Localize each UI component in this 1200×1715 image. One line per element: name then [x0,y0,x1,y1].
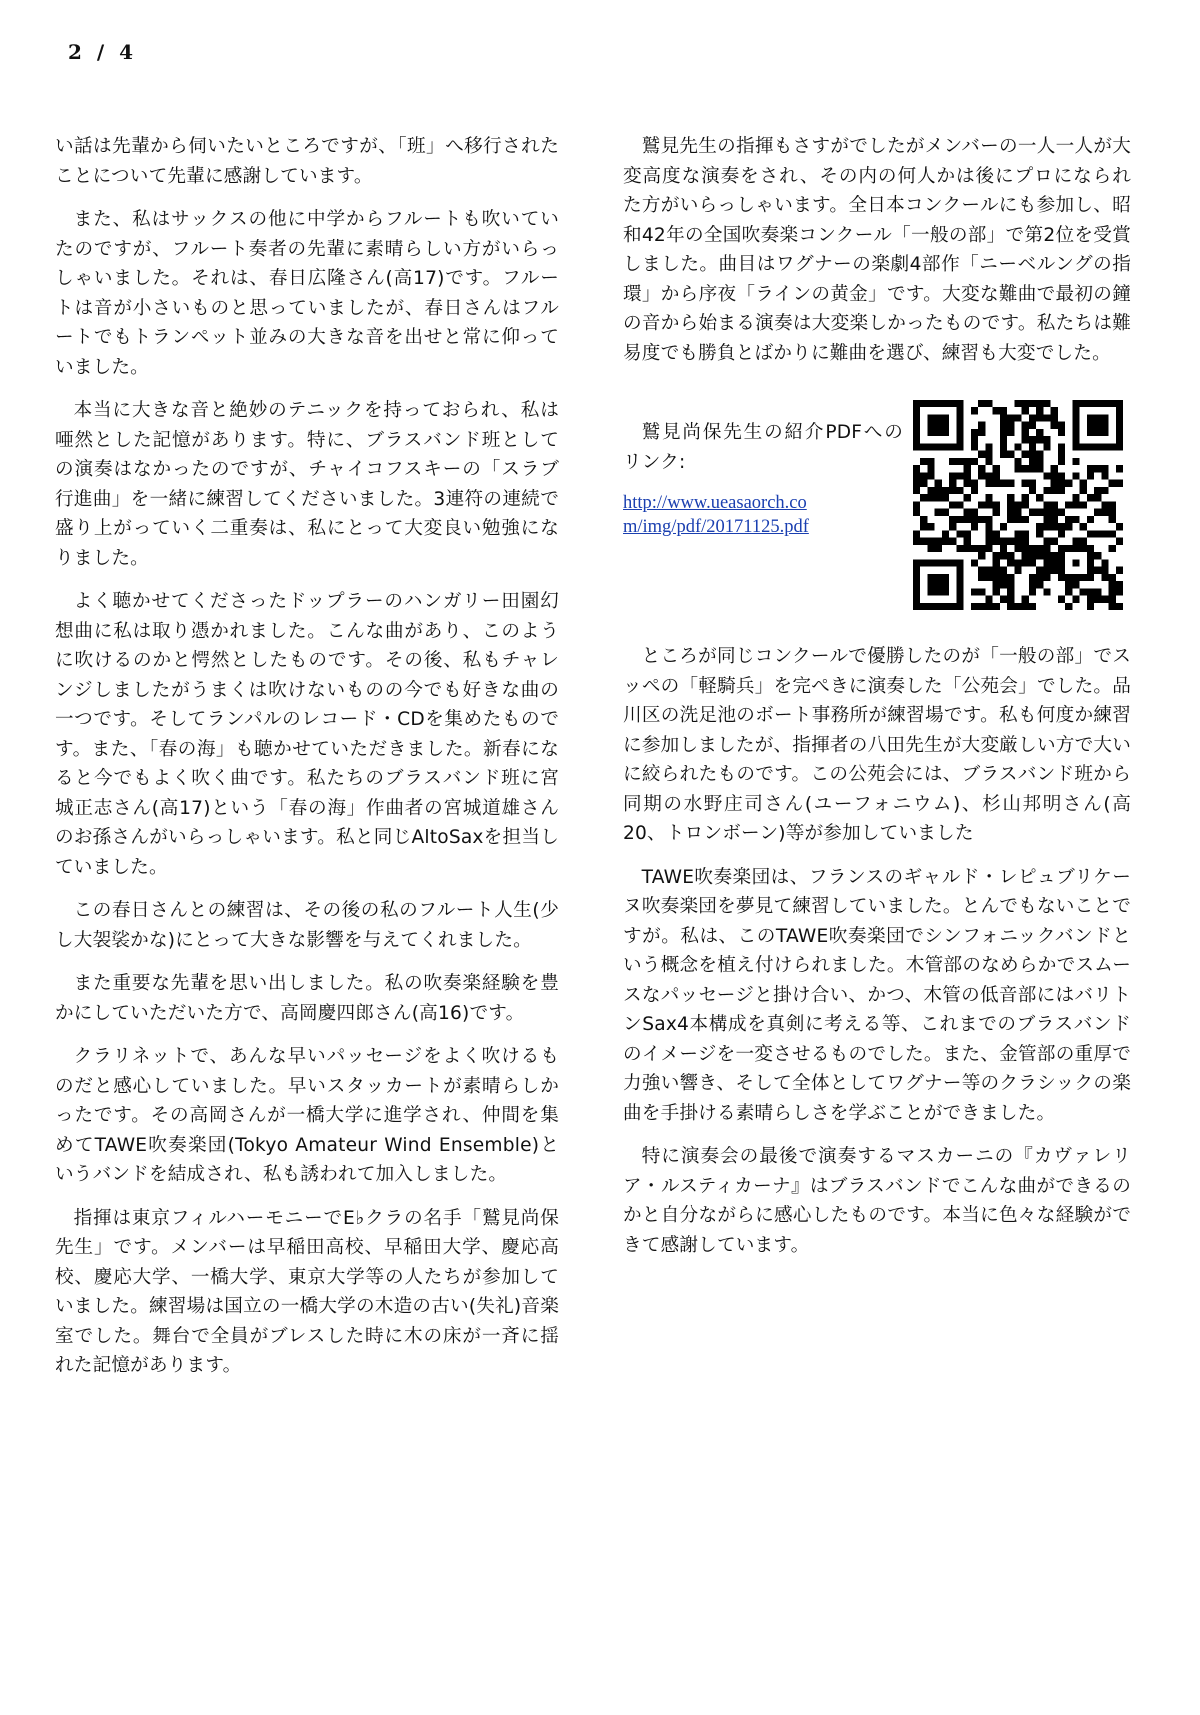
paragraph: 本当に大きな音と絶妙のテニックを持っておられ、私は唖然とした記憶があります。特に、ブラスバンド班としての演奏はなかったのですが、チャイコフスキーの「スラブ行進曲」を一緒に練習してくださいました。3連符の連続で盛り上がっていく二重奏は、私にとって大変良い勉強になりました。 [55,400,559,569]
pdf-link[interactable]: http://www.ueasaorch.com/img/pdf/20171125.pdf [623,493,809,537]
paragraph: 特に演奏会の最後で演奏するマスカーニの『カヴァレリア・ルスティカーナ』はブラスバンドでこんな曲ができるのかと自分ながらに感心したものです。本当に色々な経験ができて感謝しています。 [623,1146,1131,1256]
paragraph: この春日さんとの練習は、その後の私のフルート人生(少し大袈裟かな)にとって大きな影響を与えてくれました。 [55,900,559,951]
paragraph: 指揮は東京フィルハーモニーでE♭クラの名手「鷲見尚保 先生」です。メンバーは早稲田高校、早稲田大学、慶応高校、慶応大学、一橋大学、東京大学等の人たちが参加していました。練習場は国立の一橋大学の木造の古い(失礼)音楽室でした。舞台で全員がブレスした時に木の床が一斉に揺れた記憶があります。 [55,1207,559,1376]
paragraph: ところが同じコンクールで優勝したのが「一般の部」でスッペの「軽騎兵」を完ぺきに演奏した「公苑会」でした。品川区の洗足池のボート事務所が練習場です。私も何度か練習に参加しましたが、指揮者の八田先生が大変厳しい方で大いに絞られたものです。この公苑会には、ブラスバンド班から同期の水野庄司さん(ユーフォニウム)、杉山邦明さん(高20、トロンボーン)等が参加していました [623,646,1131,844]
paragraph: また、私はサックスの他に中学からフルートも吹いていたのですが、フルート奏者の先輩に素晴らしい方がいらっしゃいました。それは、春日広隆さん(高17)です。フルートは音が小さいものと思っていましたが、春日さんはフルートでもトランペット並みの大きな音を出せと常に仰っていました。 [55,209,559,378]
paragraph: クラリネットで、あんな早いパッセージをよく吹けるものだと感心していました。早いスタッカートが素晴らしかったです。その高岡さんが一橋大学に進学され、仲間を集めてTAWE吹奏楽団(Tokyo Amateur Wind Ensemble)というバンドを結成され、私も誘われて加入しました。 [55,1046,559,1185]
qr-label: 鷲見尚保先生の紹介PDFへのリンク: [623,422,903,473]
qr-code-icon [913,400,1123,610]
paragraph: よく聴かせてくださったドップラーのハンガリー田園幻想曲に私は取り憑かれました。こんな曲があり、このように吹けるのかと愕然としたものです。その後、私もチャレンジしましたがうまくは吹けないものの今でも好きな曲の一つです。そしてランパルのレコード・CDを集めたものです。また、「春の海」も聴かせていただきました。新春になると今でもよく吹く曲です。私たちのブラスバンド班に宮城正志さん(高17)という「春の海」作曲者の宮城道雄さんのお孫さんがいらっしゃいます。私と同じAltoSaxを担当していました。 [55,591,559,878]
paragraph: 鷲見先生の指揮もさすがでしたがメンバーの一人一人が大変高度な演奏をされ、その内の何人かは後にプロになられた方がいらっしゃいます。全日本コンクールにも参加し、昭和42年の全国吹奏楽コンクール「一般の部」で第2位を受賞しました。曲目はワグナーの楽劇4部作「ニーベルングの指環」から序夜「ラインの黄金」です。大変な難曲で最初の鐘の音から始まる演奏は大変楽しかったものです。私たちは難易度でも勝負とばかりに難曲を選び、練習も大変でした。 [623,136,1131,364]
paragraph: い話は先輩から伺いたいところですが、「班」へ移行されたことについて先輩に感謝しています。 [55,136,559,187]
paragraph: また重要な先輩を思い出しました。私の吹奏楽経験を豊かにしていただいた方で、高岡慶四郎さん(高16)です。 [55,973,559,1024]
qr-caption [623,418,903,539]
qr-section [623,400,1131,638]
paragraph: TAWE吹奏楽団は、フランスのギャルド・レピュブリケーヌ吹奏楽団を夢見て練習していました。とんでもないことですが。私は、このTAWE吹奏楽団でシンフォニックバンドという概念を植え付けられました。木管部のなめらかでスムースなパッセージと掛け合い、かつ、木管の低音部にはバリトンSax4本構成を真剣に考える等、これまでのブラスバンドのイメージを一変させるものでした。また、金管部の重厚で力強い響き、そして全体としてワグナー等のクラシックの楽曲を手掛ける素晴らしさを学ぶことができました。 [623,866,1131,1124]
right-column [623,132,1131,1274]
left-column [55,132,559,1395]
page-number: 2 / 4 [68,40,138,64]
